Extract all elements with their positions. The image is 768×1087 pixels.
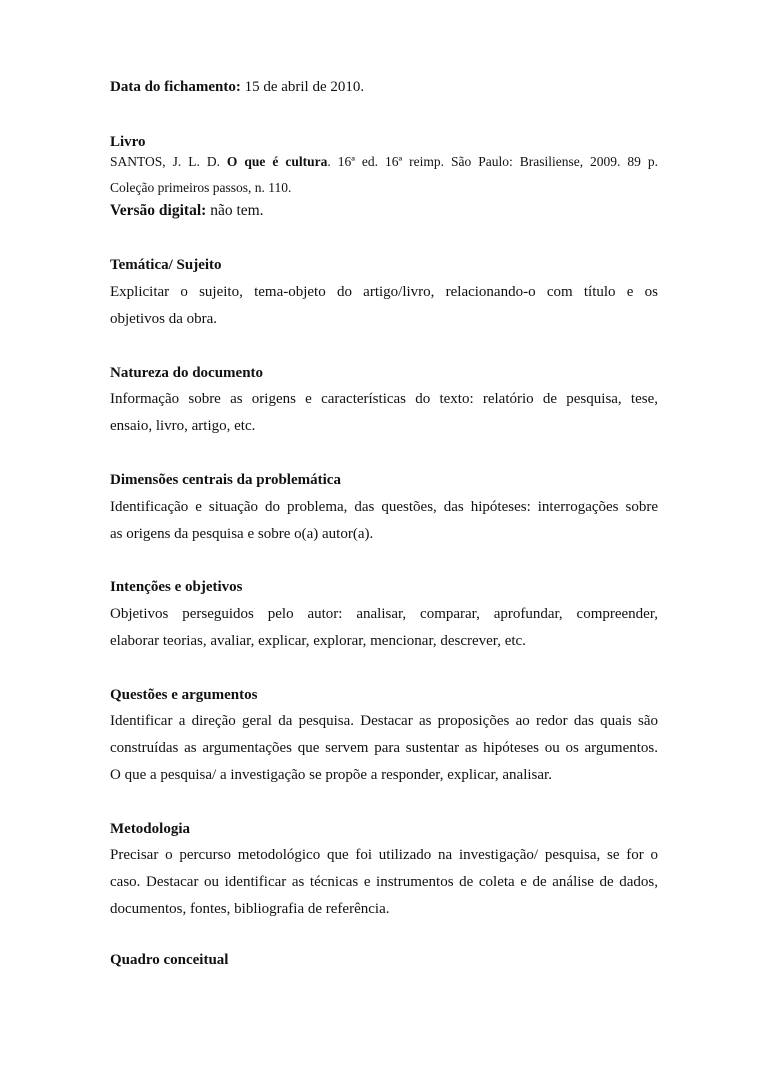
book-reference bbox=[110, 153, 658, 171]
section-heading-questoes: Questões e argumentos bbox=[110, 687, 258, 703]
section-line: Explicitar o sujeito, tema-objeto do artigo/livro, relacionando-o com título e os bbox=[110, 284, 658, 300]
section-line: objetivos da obra. bbox=[110, 311, 218, 327]
section-heading-quadro: Quadro conceitual bbox=[110, 952, 229, 968]
date-line bbox=[110, 78, 658, 96]
digital-version-line bbox=[110, 202, 658, 220]
section-line: as origens da pesquisa e sobre o(a) autor(a). bbox=[110, 526, 374, 542]
book-author: SANTOS, J. L. D. bbox=[110, 154, 227, 169]
section-line: Precisar o percurso metodológico que foi utilizado na investigação/ pesquisa, se for o bbox=[110, 847, 658, 863]
livro-heading: Livro bbox=[110, 134, 146, 150]
section-line: caso. Destacar ou identificar as técnicas e instrumentos de coleta e de análise de dados, bbox=[110, 874, 658, 890]
section-heading-dimensoes: Dimensões centrais da problemática bbox=[110, 472, 341, 488]
section-line: documentos, fontes, bibliografia de referência. bbox=[110, 901, 390, 917]
digital-version-label: Versão digital: bbox=[110, 202, 207, 219]
digital-version-value: não tem. bbox=[206, 202, 264, 219]
section-heading-intencoes: Intenções e objetivos bbox=[110, 579, 243, 595]
section-line: construídas as argumentações que servem para sustentar as hipóteses ou os argumentos. bbox=[110, 740, 658, 756]
section-line: Identificar a direção geral da pesquisa. Destacar as proposições ao redor das quais são bbox=[110, 713, 658, 729]
section-line: Identificação e situação do problema, das questões, das hipóteses: interrogações sobre bbox=[110, 499, 658, 515]
section-line: ensaio, livro, artigo, etc. bbox=[110, 418, 256, 434]
section-line: O que a pesquisa/ a investigação se propõe a responder, explicar, analisar. bbox=[110, 767, 552, 783]
section-line: elaborar teorias, avaliar, explicar, explorar, mencionar, descrever, etc. bbox=[110, 633, 526, 649]
book-title: O que é cultura bbox=[226, 154, 328, 169]
section-heading-metodologia: Metodologia bbox=[110, 821, 190, 837]
date-value: 15 de abril de 2010. bbox=[240, 79, 365, 95]
section-heading-tematica: Temática/ Sujeito bbox=[110, 257, 222, 273]
book-edition: . 16ª ed. 16ª reimp. São Paulo: Brasiliense, 2009. 89 p. bbox=[327, 154, 659, 169]
section-line: Objetivos perseguidos pelo autor: analisar, comparar, aprofundar, compreender, bbox=[110, 606, 658, 622]
book-collection: Coleção primeiros passos, n. 110. bbox=[110, 180, 292, 195]
section-heading-natureza: Natureza do documento bbox=[110, 365, 264, 381]
date-label: Data do fichamento: bbox=[110, 79, 241, 95]
section-line: Informação sobre as origens e características do texto: relatório de pesquisa, tese, bbox=[110, 391, 658, 407]
